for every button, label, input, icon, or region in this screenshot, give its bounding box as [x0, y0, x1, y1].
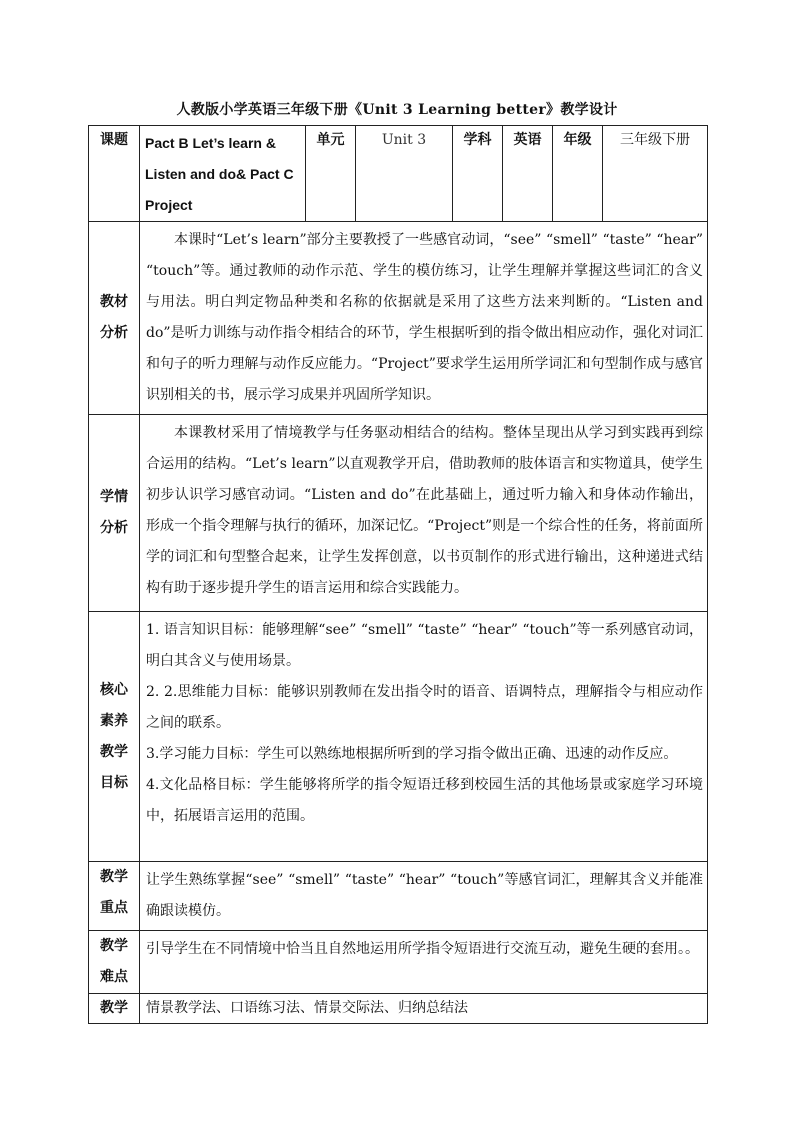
material-analysis-label [89, 222, 140, 415]
learner-analysis-content [140, 415, 708, 612]
core-label-line1: 核心 [100, 681, 128, 698]
material-analysis-content [140, 222, 708, 415]
material-analysis-text: 本课时“Let’s learn”部分主要教授了一些感官动词，“see” “smell” “taste” “hear” “touch”等。通过教师的动作示范、学生的模仿练习，让学生理解并掌握这些词汇的含义与用法。明白判定物品种类和名称的依据就是采用了这些方法来判断的。“Listen and do”是听力训练与动作指令相结合的环节，学生根据听到的指令做出相应动作，强化对词汇和句子的听力理解与动作反应能力。“Project”要求学生运用所学词汇和句型制作成与感官识别相关的书，展示学习成果并巩固所学知识。 [146, 232, 703, 403]
topic-value: Pact B Let’s learn & Listen and do& Pact C Project [140, 126, 306, 222]
key-label-line2: 重点 [100, 900, 128, 916]
key-points-row [89, 862, 708, 931]
learner-label-line1: 学情 [100, 489, 128, 505]
methods-content [140, 994, 708, 1024]
learner-label-line2: 分析 [100, 520, 128, 536]
core-label-line4: 目标 [100, 774, 128, 791]
subject-value: 英语 [503, 126, 553, 222]
methods-text: 情景教学法、口语练习法、情景交际法、归纳总结法 [146, 1000, 468, 1016]
methods-row [89, 994, 708, 1024]
core-objectives-content [140, 612, 708, 862]
difficulty-label-line1: 教学 [100, 938, 128, 954]
grade-label: 年级 [553, 126, 603, 222]
topic-label: 课题 [89, 126, 140, 222]
material-analysis-row [89, 222, 708, 415]
objective-culture: 4.文化品格目标：学生能够将所学的指令短语迁移到校园生活的其他场景或家庭学习环境中，拓展语言运用的范围。 [146, 777, 703, 824]
difficulties-content [140, 931, 708, 994]
learner-analysis-label [89, 415, 140, 612]
subject-label: 学科 [453, 126, 503, 222]
core-label-line2: 素养 [100, 712, 128, 729]
core-objectives-row [89, 612, 708, 862]
learner-analysis-text: 本课教材采用了情境教学与任务驱动相结合的结构。整体呈现出从学习到实践再到综合运用的结构。“Let’s learn”以直观教学开启，借助教师的肢体语言和实物道具，使学生初步认识学习感官动词。“Listen and do”在此基础上，通过听力输入和身体动作输出，形成一个指令理解与执行的循环，加深记忆。“Project”则是一个综合性的任务，将前面所学的词汇和句型整合起来，让学生发挥创意，以书页制作的形式进行输出，这种递进式结构有助于逐步提升学生的语言运用和综合实践能力。 [146, 425, 703, 596]
objective-thinking: 2. 2.思维能力目标：能够识别教师在发出指令时的语音、语调特点，理解指令与相应动作之间的联系。 [146, 684, 703, 731]
unit-value: Unit 3 [356, 126, 453, 222]
methods-label: 教学 [89, 994, 140, 1024]
objective-language: 1. 语言知识目标：能够理解“see” “smell” “taste” “hear” “touch”等一系列感官动词，明白其含义与使用场景。 [146, 622, 703, 669]
document-title: 人教版小学英语三年级下册《Unit 3 Learning better》教学设计 [176, 102, 618, 118]
key-points-label [89, 862, 140, 931]
lesson-plan-table [88, 125, 708, 1024]
learner-analysis-row [89, 415, 708, 612]
core-label-line3: 教学 [100, 743, 128, 760]
header-row [89, 126, 708, 222]
core-objectives-label [89, 612, 140, 862]
difficulties-row [89, 931, 708, 994]
objective-learning: 3.学习能力目标：学生可以熟练地根据所听到的学习指令做出正确、迅速的动作反应。 [146, 746, 678, 762]
unit-label: 单元 [306, 126, 356, 222]
key-points-content [140, 862, 708, 931]
difficulty-label-line2: 难点 [100, 969, 128, 985]
difficulties-text: 引导学生在不同情境中恰当且自然地运用所学指令短语进行交流互动，避免生硬的套用。。 [146, 941, 699, 957]
grade-value: 三年级下册 [603, 126, 708, 222]
material-label-line1: 教材 [100, 294, 128, 310]
key-label-line1: 教学 [100, 869, 128, 885]
key-points-text: 让学生熟练掌握“see” “smell” “taste” “hear” “touch”等感官词汇，理解其含义并能准确跟读模仿。 [146, 872, 703, 919]
difficulties-label [89, 931, 140, 994]
material-label-line2: 分析 [100, 325, 128, 341]
